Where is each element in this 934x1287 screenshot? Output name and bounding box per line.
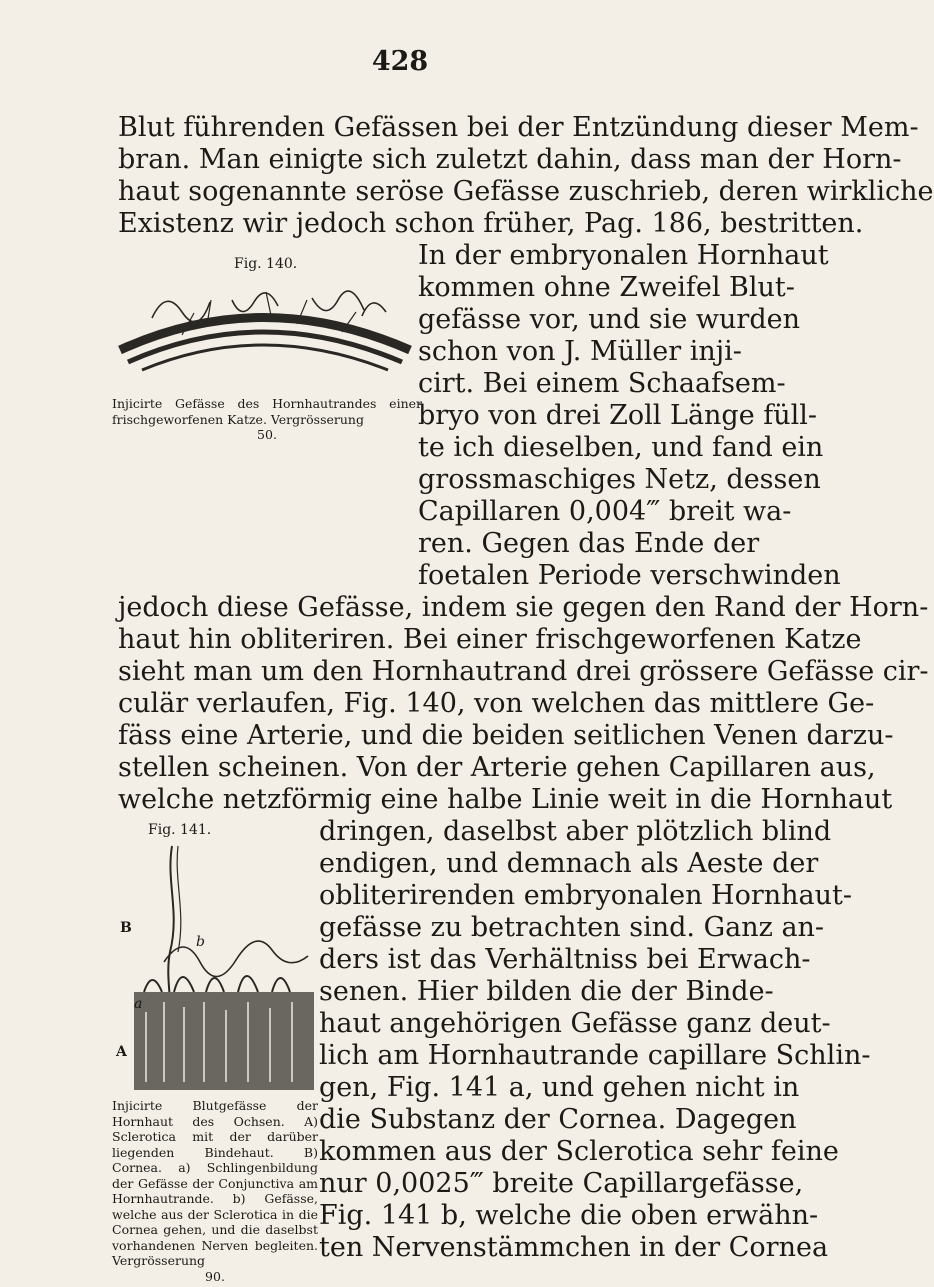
figure-140-label: Fig. 140. bbox=[234, 256, 298, 272]
text-line: haut sogenannte seröse Gefässe zuschrieb, deren wirkliche bbox=[118, 176, 934, 207]
text-line: Capillaren 0,004‴ breit wa- bbox=[418, 496, 792, 527]
text-line: kommen ohne Zweifel Blut- bbox=[418, 272, 795, 303]
figure-141-letter-b-upper: B bbox=[120, 920, 132, 936]
text-line: Fig. 141 b, welche die oben erwähn- bbox=[319, 1200, 819, 1231]
text-line: obliterirenden embryonalen Hornhaut- bbox=[319, 880, 852, 911]
text-line: fäss eine Arterie, und die beiden seitlichen Venen darzu- bbox=[118, 720, 894, 751]
figure-141-label: Fig. 141. bbox=[148, 822, 212, 838]
text-line: cirt. Bei einem Schaafsem- bbox=[418, 368, 786, 399]
text-line: te ich dieselben, und fand ein bbox=[418, 432, 824, 463]
text-line: ten Nervenstämmchen in der Cornea bbox=[319, 1232, 829, 1263]
text-line: schon von J. Müller inji- bbox=[418, 336, 742, 367]
text-line: gefässe zu betrachten sind. Ganz an- bbox=[319, 912, 825, 943]
text-line: Blut führenden Gefässen bei der Entzündung dieser Mem- bbox=[118, 112, 919, 143]
text-line: nur 0,0025‴ breite Capillargefässe, bbox=[319, 1168, 804, 1199]
text-line: gefässe vor, und sie wurden bbox=[418, 304, 800, 335]
text-line: stellen scheinen. Von der Arterie gehen Capillaren aus, bbox=[118, 752, 876, 783]
figure-141-letter-b-lower: b bbox=[196, 934, 205, 950]
text-line: haut angehörigen Gefässe ganz deut- bbox=[319, 1008, 831, 1039]
figure-141-caption-text: Injicirte Blutgefässe der Hornhaut des Ochsen. A) Sclerotica mit der darüber liegenden Bindehaut. B) Cornea. a) Schlingenbildung der Gefässe der Conjunctiva am Hornhautrande. b) Gefässe, welche aus der Sclerotica in die Cornea gehen, und die daselbst vorhandenen Nerven begleiten. Vergrösserung bbox=[112, 1098, 318, 1268]
text-line: sieht man um den Hornhautrand drei grössere Gefässe cir- bbox=[118, 656, 929, 687]
text-line: gen, Fig. 141 a, und gehen nicht in bbox=[319, 1072, 800, 1103]
text-line: ders ist das Verhältniss bei Erwach- bbox=[319, 944, 811, 975]
figure-140-magnification: 50. bbox=[257, 427, 277, 442]
text-line: jedoch diese Gefässe, indem sie gegen den Rand der Horn- bbox=[118, 592, 929, 623]
text-line: die Substanz der Cornea. Dagegen bbox=[319, 1104, 797, 1135]
figure-140-caption bbox=[112, 396, 422, 443]
text-line: kommen aus der Sclerotica sehr feine bbox=[319, 1136, 839, 1167]
text-line: senen. Hier bilden die der Binde- bbox=[319, 976, 774, 1007]
text-line: ren. Gegen das Ende der bbox=[418, 528, 760, 559]
text-line: endigen, und demnach als Aeste der bbox=[319, 848, 819, 879]
figure-141-caption bbox=[112, 1098, 318, 1284]
text-line: haut hin obliteriren. Bei einer frischgeworfenen Katze bbox=[118, 624, 862, 655]
text-line: lich am Hornhautrande capillare Schlin- bbox=[319, 1040, 871, 1071]
text-line: foetalen Periode verschwinden bbox=[418, 560, 841, 591]
figure-141-letter-a-upper: A bbox=[116, 1044, 127, 1060]
text-line: Existenz wir jedoch schon früher, Pag. 186, bestritten. bbox=[118, 208, 864, 239]
text-line: dringen, daselbst aber plötzlich blind bbox=[319, 816, 832, 847]
figure-140-caption-text: Injicirte Gefässe des Hornhautrandes einer frischgeworfenen Katze. Vergrösserung bbox=[112, 396, 422, 427]
figure-141-letter-a-lower: a bbox=[134, 996, 143, 1012]
figure-140-illustration bbox=[112, 280, 418, 380]
text-line: culär verlaufen, Fig. 140, von welchen das mittlere Ge- bbox=[118, 688, 875, 719]
text-line: grossmaschiges Netz, dessen bbox=[418, 464, 821, 495]
text-line: bryo von drei Zoll Länge füll- bbox=[418, 400, 818, 431]
figure-141-illustration bbox=[114, 842, 320, 1090]
figure-141-magnification: 90. bbox=[205, 1268, 225, 1284]
text-line: In der embryonalen Hornhaut bbox=[418, 240, 829, 271]
text-line: welche netzförmig eine halbe Linie weit in die Hornhaut bbox=[118, 784, 893, 815]
page-number: 428 bbox=[371, 46, 429, 77]
text-line: bran. Man einigte sich zuletzt dahin, dass man der Horn- bbox=[118, 144, 902, 175]
